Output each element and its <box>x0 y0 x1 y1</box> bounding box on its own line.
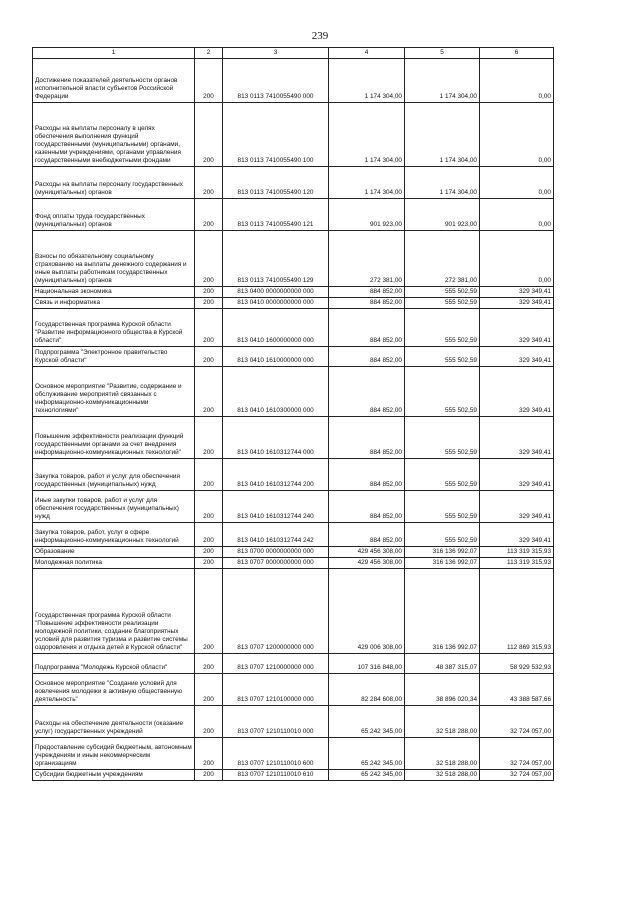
row-code-cell: 200 <box>195 654 223 674</box>
row-executed-cell: 555 502,59 <box>405 367 480 417</box>
row-approved-cell: 1 174 304,00 <box>329 167 405 199</box>
row-name-cell: Достижение показателей деятельности органов исполнительной власти субъектов Российской Федерации <box>33 59 195 103</box>
row-unexecuted-cell: 0,00 <box>480 59 554 103</box>
row-approved-cell: 107 316 848,00 <box>329 654 405 674</box>
table-row <box>33 367 554 417</box>
row-executed-cell: 901 923,00 <box>405 199 480 231</box>
table-row <box>33 523 554 547</box>
budget-table <box>32 47 554 781</box>
row-classification-cell: 813 0410 1610312744 200 <box>223 459 329 491</box>
row-name-cell: Расходы на обеспечение деятельности (оказание услуг) государственных учреждений <box>33 706 195 738</box>
row-approved-cell: 1 174 304,00 <box>329 59 405 103</box>
table-row <box>33 347 554 367</box>
row-executed-cell: 555 502,59 <box>405 347 480 367</box>
table-row <box>33 298 554 309</box>
row-code-cell: 200 <box>195 417 223 459</box>
row-classification-cell: 813 0410 1610312744 000 <box>223 417 329 459</box>
table-row <box>33 167 554 199</box>
header-row <box>33 48 554 59</box>
row-classification-cell: 813 0707 0000000000 000 <box>223 558 329 569</box>
row-classification-cell: 813 0410 1610000000 000 <box>223 347 329 367</box>
table-row <box>33 558 554 569</box>
row-name-cell: Повышение эффективности реализации функций государственными органами за счет внедрения информационно-коммуникационных технологий" <box>33 417 195 459</box>
row-name-cell: Основное мероприятие "Создание условий для вовлечения молодежи в активную общественную деятельность" <box>33 674 195 706</box>
row-classification-cell: 813 0410 0000000000 000 <box>223 298 329 309</box>
row-approved-cell: 901 923,00 <box>329 199 405 231</box>
row-executed-cell: 316 136 992,07 <box>405 547 480 558</box>
table-row <box>33 491 554 523</box>
table-row <box>33 674 554 706</box>
row-classification-cell: 813 0700 0000000000 000 <box>223 547 329 558</box>
row-executed-cell: 32 518 288,00 <box>405 738 480 770</box>
row-unexecuted-cell: 58 929 532,93 <box>480 654 554 674</box>
row-name-cell: Иные закупки товаров, работ и услуг для обеспечения государственных (муниципальных) нужд <box>33 491 195 523</box>
row-executed-cell: 1 174 304,00 <box>405 167 480 199</box>
row-name-cell: Подпрограмма "Электронное правительство Курской области" <box>33 347 195 367</box>
row-approved-cell: 884 852,00 <box>329 523 405 547</box>
row-unexecuted-cell: 329 349,41 <box>480 523 554 547</box>
row-classification-cell: 813 0113 7410055490 120 <box>223 167 329 199</box>
row-unexecuted-cell: 329 349,41 <box>480 417 554 459</box>
row-classification-cell: 813 0707 1210110010 600 <box>223 738 329 770</box>
row-name-cell: Фонд оплаты труда государственных (муниципальных) органов <box>33 199 195 231</box>
row-code-cell: 200 <box>195 287 223 298</box>
row-code-cell: 200 <box>195 523 223 547</box>
row-unexecuted-cell: 32 724 057,00 <box>480 770 554 781</box>
row-unexecuted-cell: 43 388 587,66 <box>480 674 554 706</box>
row-unexecuted-cell: 329 349,41 <box>480 347 554 367</box>
row-code-cell: 200 <box>195 298 223 309</box>
row-name-cell: Расходы на выплаты персоналу государственных (муниципальных) органов <box>33 167 195 199</box>
row-name-cell: Национальная экономика <box>33 287 195 298</box>
table-row <box>33 417 554 459</box>
row-approved-cell: 884 852,00 <box>329 367 405 417</box>
row-approved-cell: 65 242 345,00 <box>329 770 405 781</box>
header-cell: 3 <box>223 48 329 59</box>
table-row <box>33 654 554 674</box>
row-executed-cell: 555 502,59 <box>405 491 480 523</box>
row-classification-cell: 813 0410 1610312744 240 <box>223 491 329 523</box>
row-approved-cell: 884 852,00 <box>329 417 405 459</box>
row-classification-cell: 813 0707 1210100000 000 <box>223 674 329 706</box>
header-cell: 2 <box>195 48 223 59</box>
header-cell: 6 <box>480 48 554 59</box>
row-code-cell: 200 <box>195 103 223 167</box>
row-classification-cell: 813 0410 1610300000 000 <box>223 367 329 417</box>
row-code-cell: 200 <box>195 674 223 706</box>
row-approved-cell: 884 852,00 <box>329 491 405 523</box>
row-name-cell: Субсидии бюджетным учреждениям <box>33 770 195 781</box>
row-executed-cell: 38 896 020,34 <box>405 674 480 706</box>
row-executed-cell: 32 518 288,00 <box>405 770 480 781</box>
row-executed-cell: 1 174 304,00 <box>405 59 480 103</box>
row-unexecuted-cell: 112 869 315,93 <box>480 569 554 654</box>
table-row <box>33 459 554 491</box>
row-code-cell: 200 <box>195 459 223 491</box>
row-unexecuted-cell: 113 319 315,93 <box>480 547 554 558</box>
table-row <box>33 231 554 287</box>
row-code-cell: 200 <box>195 770 223 781</box>
row-classification-cell: 813 0113 7410055490 100 <box>223 103 329 167</box>
row-classification-cell: 813 0113 7410055490 129 <box>223 231 329 287</box>
table-row <box>33 199 554 231</box>
row-code-cell: 200 <box>195 491 223 523</box>
row-executed-cell: 555 502,59 <box>405 298 480 309</box>
row-executed-cell: 555 502,59 <box>405 459 480 491</box>
row-code-cell: 200 <box>195 231 223 287</box>
row-code-cell: 200 <box>195 347 223 367</box>
row-name-cell: Государственная программа Курской области "Повышение эффективности реализации молодежной политики, создание благоприятных условий для развития туризма и развитие системы оздоровления и отдыха детей в Курской области" <box>33 569 195 654</box>
table-row <box>33 569 554 654</box>
row-unexecuted-cell: 32 724 057,00 <box>480 706 554 738</box>
row-executed-cell: 1 174 304,00 <box>405 103 480 167</box>
row-executed-cell: 555 502,59 <box>405 287 480 298</box>
row-name-cell: Молодежная политика <box>33 558 195 569</box>
row-approved-cell: 429 456 308,00 <box>329 558 405 569</box>
row-code-cell: 200 <box>195 167 223 199</box>
row-name-cell: Подпрограмма "Молодежь Курской области" <box>33 654 195 674</box>
row-approved-cell: 82 284 608,00 <box>329 674 405 706</box>
table-row <box>33 59 554 103</box>
row-name-cell: Взносы по обязательному социальному страхованию на выплаты денежного содержания и иные выплаты работникам государственных (муниципальных) органов <box>33 231 195 287</box>
row-unexecuted-cell: 0,00 <box>480 167 554 199</box>
row-approved-cell: 65 242 345,00 <box>329 706 405 738</box>
row-classification-cell: 813 0707 1200000000 000 <box>223 569 329 654</box>
row-executed-cell: 555 502,59 <box>405 523 480 547</box>
row-name-cell: Основное мероприятие "Развитие, содержание и обслуживание мероприятий связанных с информационно-коммуникационными технологиями" <box>33 367 195 417</box>
row-name-cell: Образование <box>33 547 195 558</box>
row-code-cell: 200 <box>195 309 223 347</box>
row-name-cell: Предоставление субсидий бюджетным, автономным учреждениям и иным некоммерческим организациям <box>33 738 195 770</box>
row-classification-cell: 813 0707 1210110010 610 <box>223 770 329 781</box>
row-classification-cell: 813 0410 1610312744 242 <box>223 523 329 547</box>
row-executed-cell: 316 136 992,07 <box>405 558 480 569</box>
table-row <box>33 309 554 347</box>
row-approved-cell: 884 852,00 <box>329 459 405 491</box>
row-classification-cell: 813 0707 1210000000 000 <box>223 654 329 674</box>
row-approved-cell: 272 381,00 <box>329 231 405 287</box>
row-executed-cell: 555 502,59 <box>405 309 480 347</box>
row-code-cell: 200 <box>195 59 223 103</box>
row-unexecuted-cell: 0,00 <box>480 103 554 167</box>
row-classification-cell: 813 0400 0000000000 000 <box>223 287 329 298</box>
row-code-cell: 200 <box>195 199 223 231</box>
row-code-cell: 200 <box>195 738 223 770</box>
row-classification-cell: 813 0410 1600000000 000 <box>223 309 329 347</box>
row-approved-cell: 429 456 308,00 <box>329 547 405 558</box>
row-code-cell: 200 <box>195 367 223 417</box>
row-unexecuted-cell: 0,00 <box>480 199 554 231</box>
row-code-cell: 200 <box>195 558 223 569</box>
table-row <box>33 287 554 298</box>
row-executed-cell: 555 502,59 <box>405 417 480 459</box>
row-classification-cell: 813 0707 1210110010 000 <box>223 706 329 738</box>
row-executed-cell: 32 518 288,00 <box>405 706 480 738</box>
row-unexecuted-cell: 329 349,41 <box>480 459 554 491</box>
row-executed-cell: 48 387 315,07 <box>405 654 480 674</box>
table-row <box>33 738 554 770</box>
row-approved-cell: 884 852,00 <box>329 309 405 347</box>
row-approved-cell: 65 242 345,00 <box>329 738 405 770</box>
row-name-cell: Закупка товаров, работ, услуг в сфере информационно-коммуникационных технологий <box>33 523 195 547</box>
row-approved-cell: 1 174 304,00 <box>329 103 405 167</box>
row-code-cell: 200 <box>195 547 223 558</box>
row-classification-cell: 813 0113 7410055490 000 <box>223 59 329 103</box>
row-unexecuted-cell: 329 349,41 <box>480 367 554 417</box>
row-code-cell: 200 <box>195 706 223 738</box>
row-unexecuted-cell: 329 349,41 <box>480 491 554 523</box>
header-cell: 4 <box>329 48 405 59</box>
header-cell: 5 <box>405 48 480 59</box>
row-name-cell: Связь и информатика <box>33 298 195 309</box>
table-row <box>33 706 554 738</box>
row-unexecuted-cell: 32 724 057,00 <box>480 738 554 770</box>
row-code-cell: 200 <box>195 569 223 654</box>
row-executed-cell: 316 136 992,07 <box>405 569 480 654</box>
table-row <box>33 770 554 781</box>
page-number: 239 <box>311 30 329 42</box>
table-row <box>33 547 554 558</box>
row-unexecuted-cell: 113 319 315,93 <box>480 558 554 569</box>
row-approved-cell: 884 852,00 <box>329 347 405 367</box>
row-approved-cell: 429 006 308,00 <box>329 569 405 654</box>
row-approved-cell: 884 852,00 <box>329 287 405 298</box>
row-name-cell: Расходы на выплаты персоналу в целях обеспечения выполнения функций государственными (муниципальными) органами, казенными учреждениями, органами управления государственными внебюджетными фондами <box>33 103 195 167</box>
header-cell: 1 <box>33 48 195 59</box>
table-row <box>33 103 554 167</box>
row-unexecuted-cell: 0,00 <box>480 231 554 287</box>
row-unexecuted-cell: 329 349,41 <box>480 309 554 347</box>
row-name-cell: Государственная программа Курской области "Развитие информационного общества в Курской области" <box>33 309 195 347</box>
row-approved-cell: 884 852,00 <box>329 298 405 309</box>
row-executed-cell: 272 381,00 <box>405 231 480 287</box>
row-classification-cell: 813 0113 7410055490 121 <box>223 199 329 231</box>
row-unexecuted-cell: 329 349,41 <box>480 298 554 309</box>
row-unexecuted-cell: 329 349,41 <box>480 287 554 298</box>
row-name-cell: Закупка товаров, работ и услуг для обеспечения государственных (муниципальных) нужд <box>33 459 195 491</box>
